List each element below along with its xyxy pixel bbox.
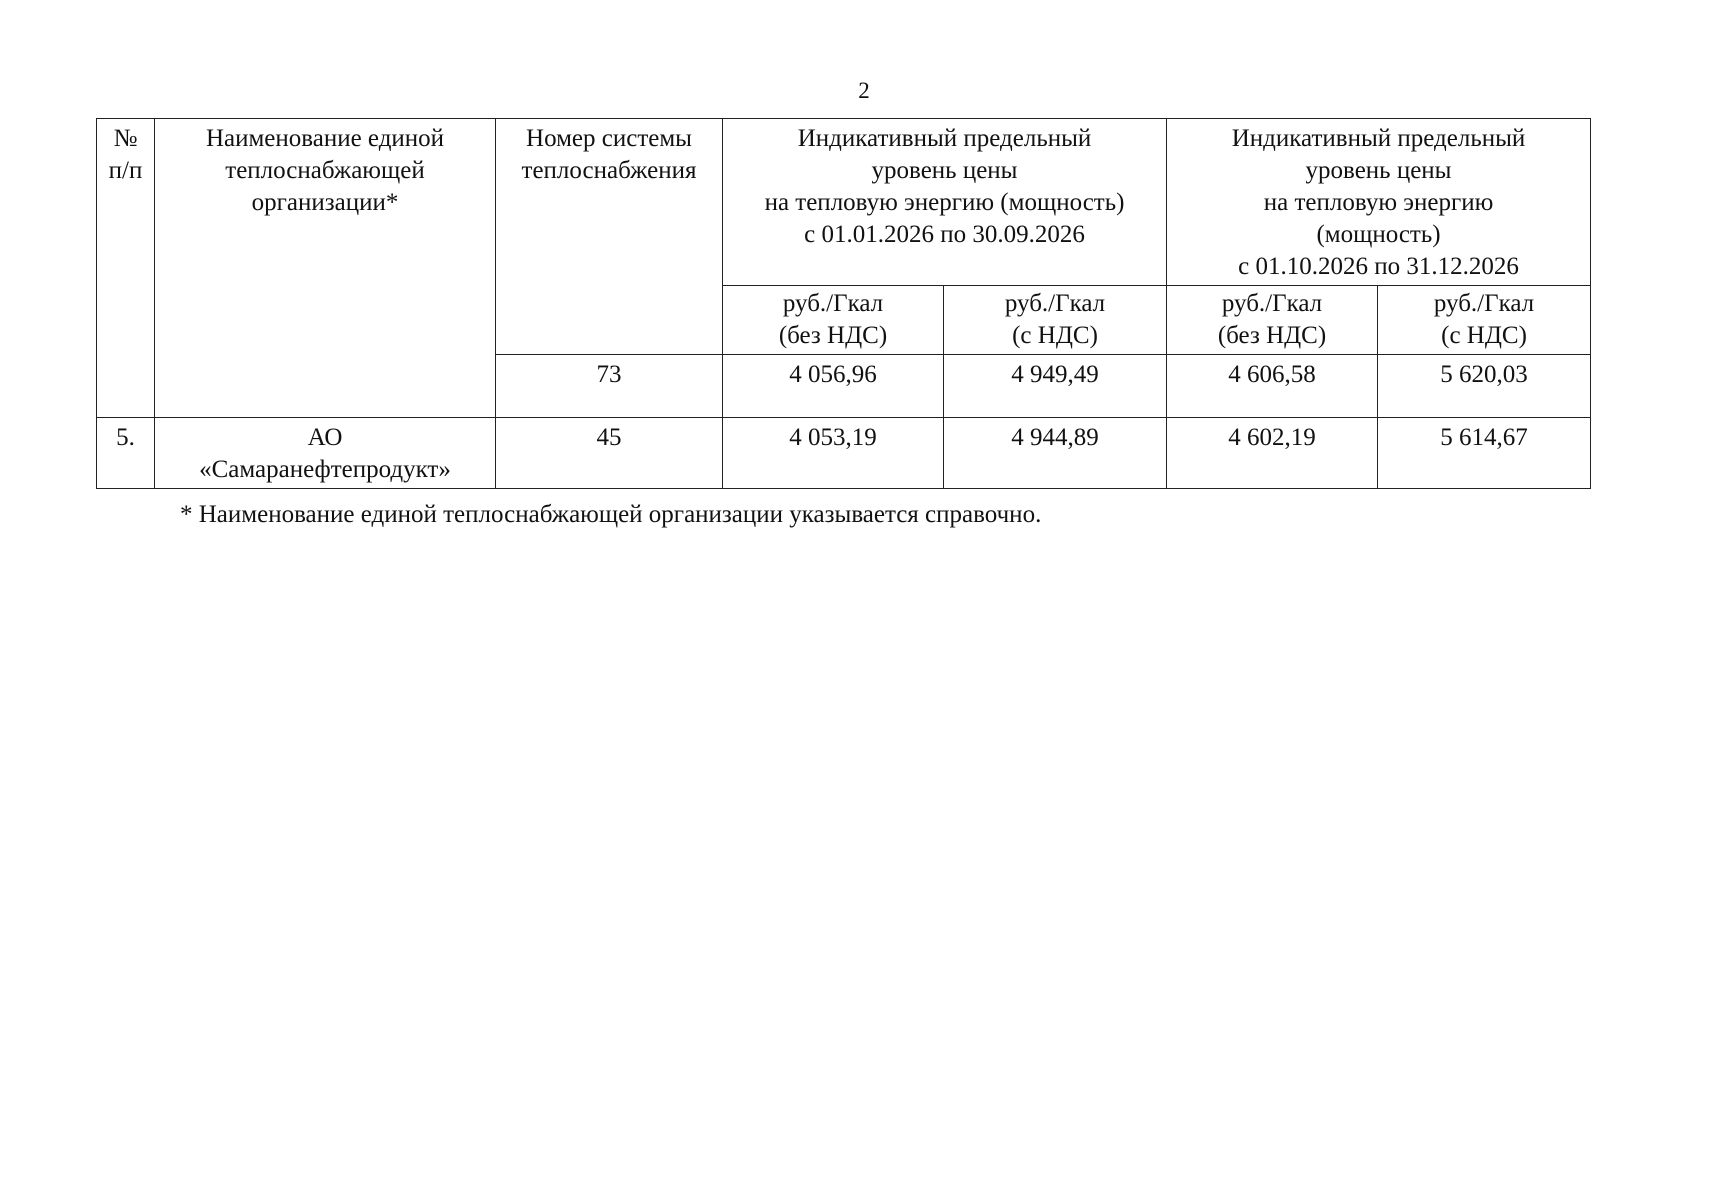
cell-p1-with-vat: 4 944,89 [944,418,1167,489]
header-organization: Наименование единой теплоснабжающей организации* [155,119,496,418]
header-period-2: Индикативный предельный уровень цены на тепловую энергию (мощность) с 01.10.2026 по 31.12.2026 [1167,119,1591,286]
cell-p1-without-vat: 4 053,19 [723,418,944,489]
header-period-1: Индикативный предельный уровень цены на тепловую энергию (мощность) с 01.01.2026 по 30.09.2026 [723,119,1167,286]
footnote: * Наименование единой теплоснабжающей организации указывается справочно. [180,501,1042,528]
header-p1-with-vat: руб./Гкал (с НДС) [944,286,1167,355]
header-system-number: Номер системы теплоснабжения [496,119,723,355]
cell-p2-with-vat: 5 620,03 [1378,355,1591,418]
table-row [97,418,1591,489]
cell-system-number: 45 [496,418,723,489]
cell-p2-with-vat: 5 614,67 [1378,418,1591,489]
header-p1-without-vat: руб./Гкал (без НДС) [723,286,944,355]
header-p2-without-vat: руб./Гкал (без НДС) [1167,286,1378,355]
cell-organization: АО «Самаранефтепродукт» [155,418,496,489]
header-row-main [97,119,1591,286]
cell-p1-without-vat: 4 056,96 [723,355,944,418]
cell-p2-without-vat: 4 606,58 [1167,355,1378,418]
cell-system-number: 73 [496,355,723,418]
cell-p2-without-vat: 4 602,19 [1167,418,1378,489]
header-row-number: № п/п [97,119,155,418]
header-p2-with-vat: руб./Гкал (с НДС) [1378,286,1591,355]
tariff-table [96,118,1591,489]
cell-row-number: 5. [97,418,155,489]
page-number: 2 [858,78,870,103]
cell-p1-with-vat: 4 949,49 [944,355,1167,418]
